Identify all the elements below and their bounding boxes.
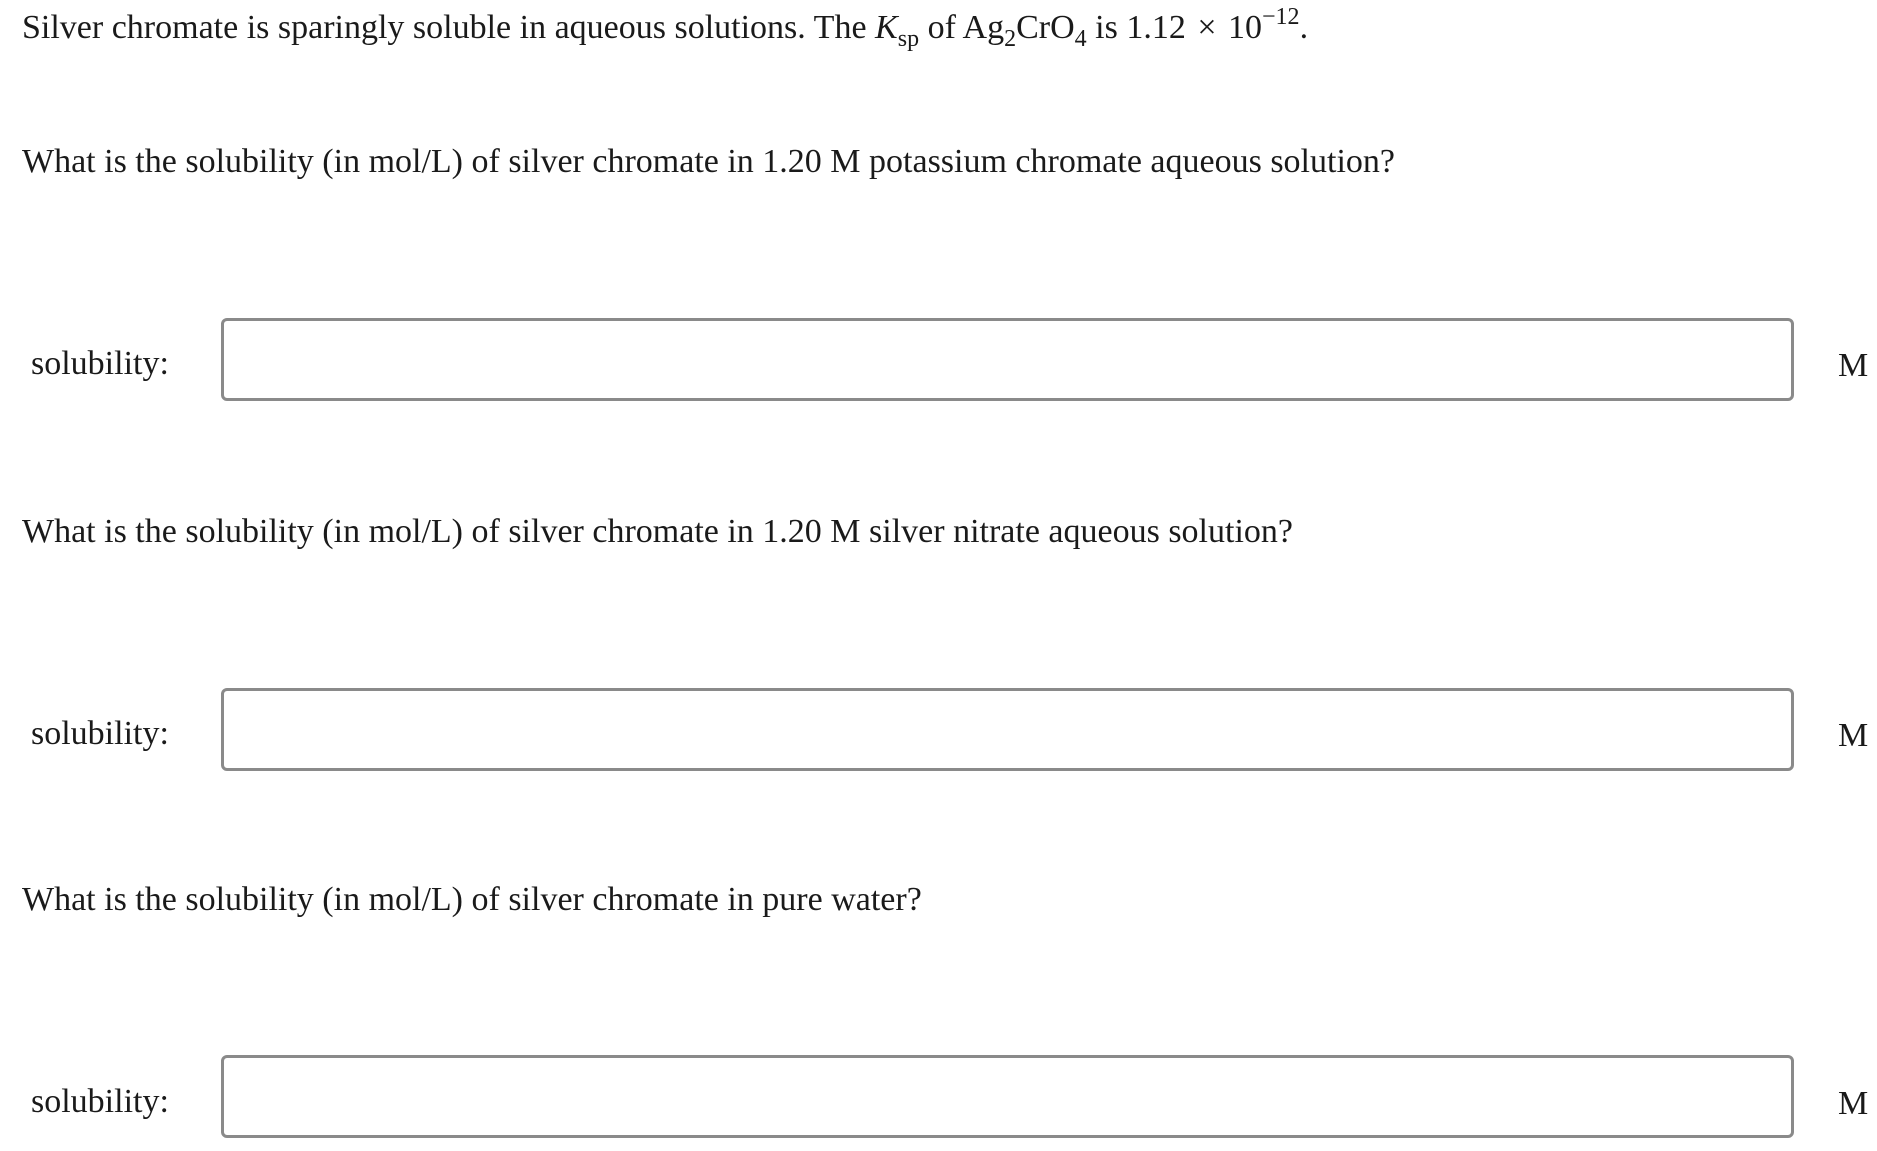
ag-subscript: 2 (1004, 26, 1017, 52)
unit-label-3: M (1838, 1085, 1869, 1122)
ksp-symbol: K (875, 9, 898, 46)
formula-cro: CrO (1016, 9, 1075, 46)
times-sign: × (1197, 9, 1217, 46)
unit-label-1: M (1838, 347, 1869, 384)
unit-label-2: M (1838, 717, 1869, 754)
solubility-input-1[interactable] (221, 318, 1794, 401)
ksp-mantissa: is 1.12 (1086, 9, 1195, 46)
question-2-prompt: What is the solubility (in mol/L) of silver chromate in 1.20 M silver nitrate aqueous solution? (22, 513, 1293, 550)
solubility-label-2: solubility: (31, 715, 169, 752)
ksp-subscript: sp (897, 26, 920, 52)
ksp-base: 10 (1219, 9, 1263, 46)
solubility-label-3: solubility: (31, 1083, 169, 1120)
solubility-label-1: solubility: (31, 345, 169, 382)
question-1-prompt: What is the solubility (in mol/L) of silver chromate in 1.20 M potassium chromate aqueous solution? (22, 143, 1395, 180)
formula-prefix: of Ag (919, 9, 1005, 46)
ksp-exponent: −12 (1262, 4, 1300, 30)
period: . (1299, 9, 1309, 46)
problem-statement (22, 6, 1308, 50)
solubility-input-2[interactable] (221, 688, 1794, 771)
solubility-input-3[interactable] (221, 1055, 1794, 1138)
intro-text: Silver chromate is sparingly soluble in aqueous solutions. The (22, 9, 876, 46)
question-3-prompt: What is the solubility (in mol/L) of silver chromate in pure water? (22, 881, 922, 918)
o-subscript: 4 (1074, 26, 1087, 52)
